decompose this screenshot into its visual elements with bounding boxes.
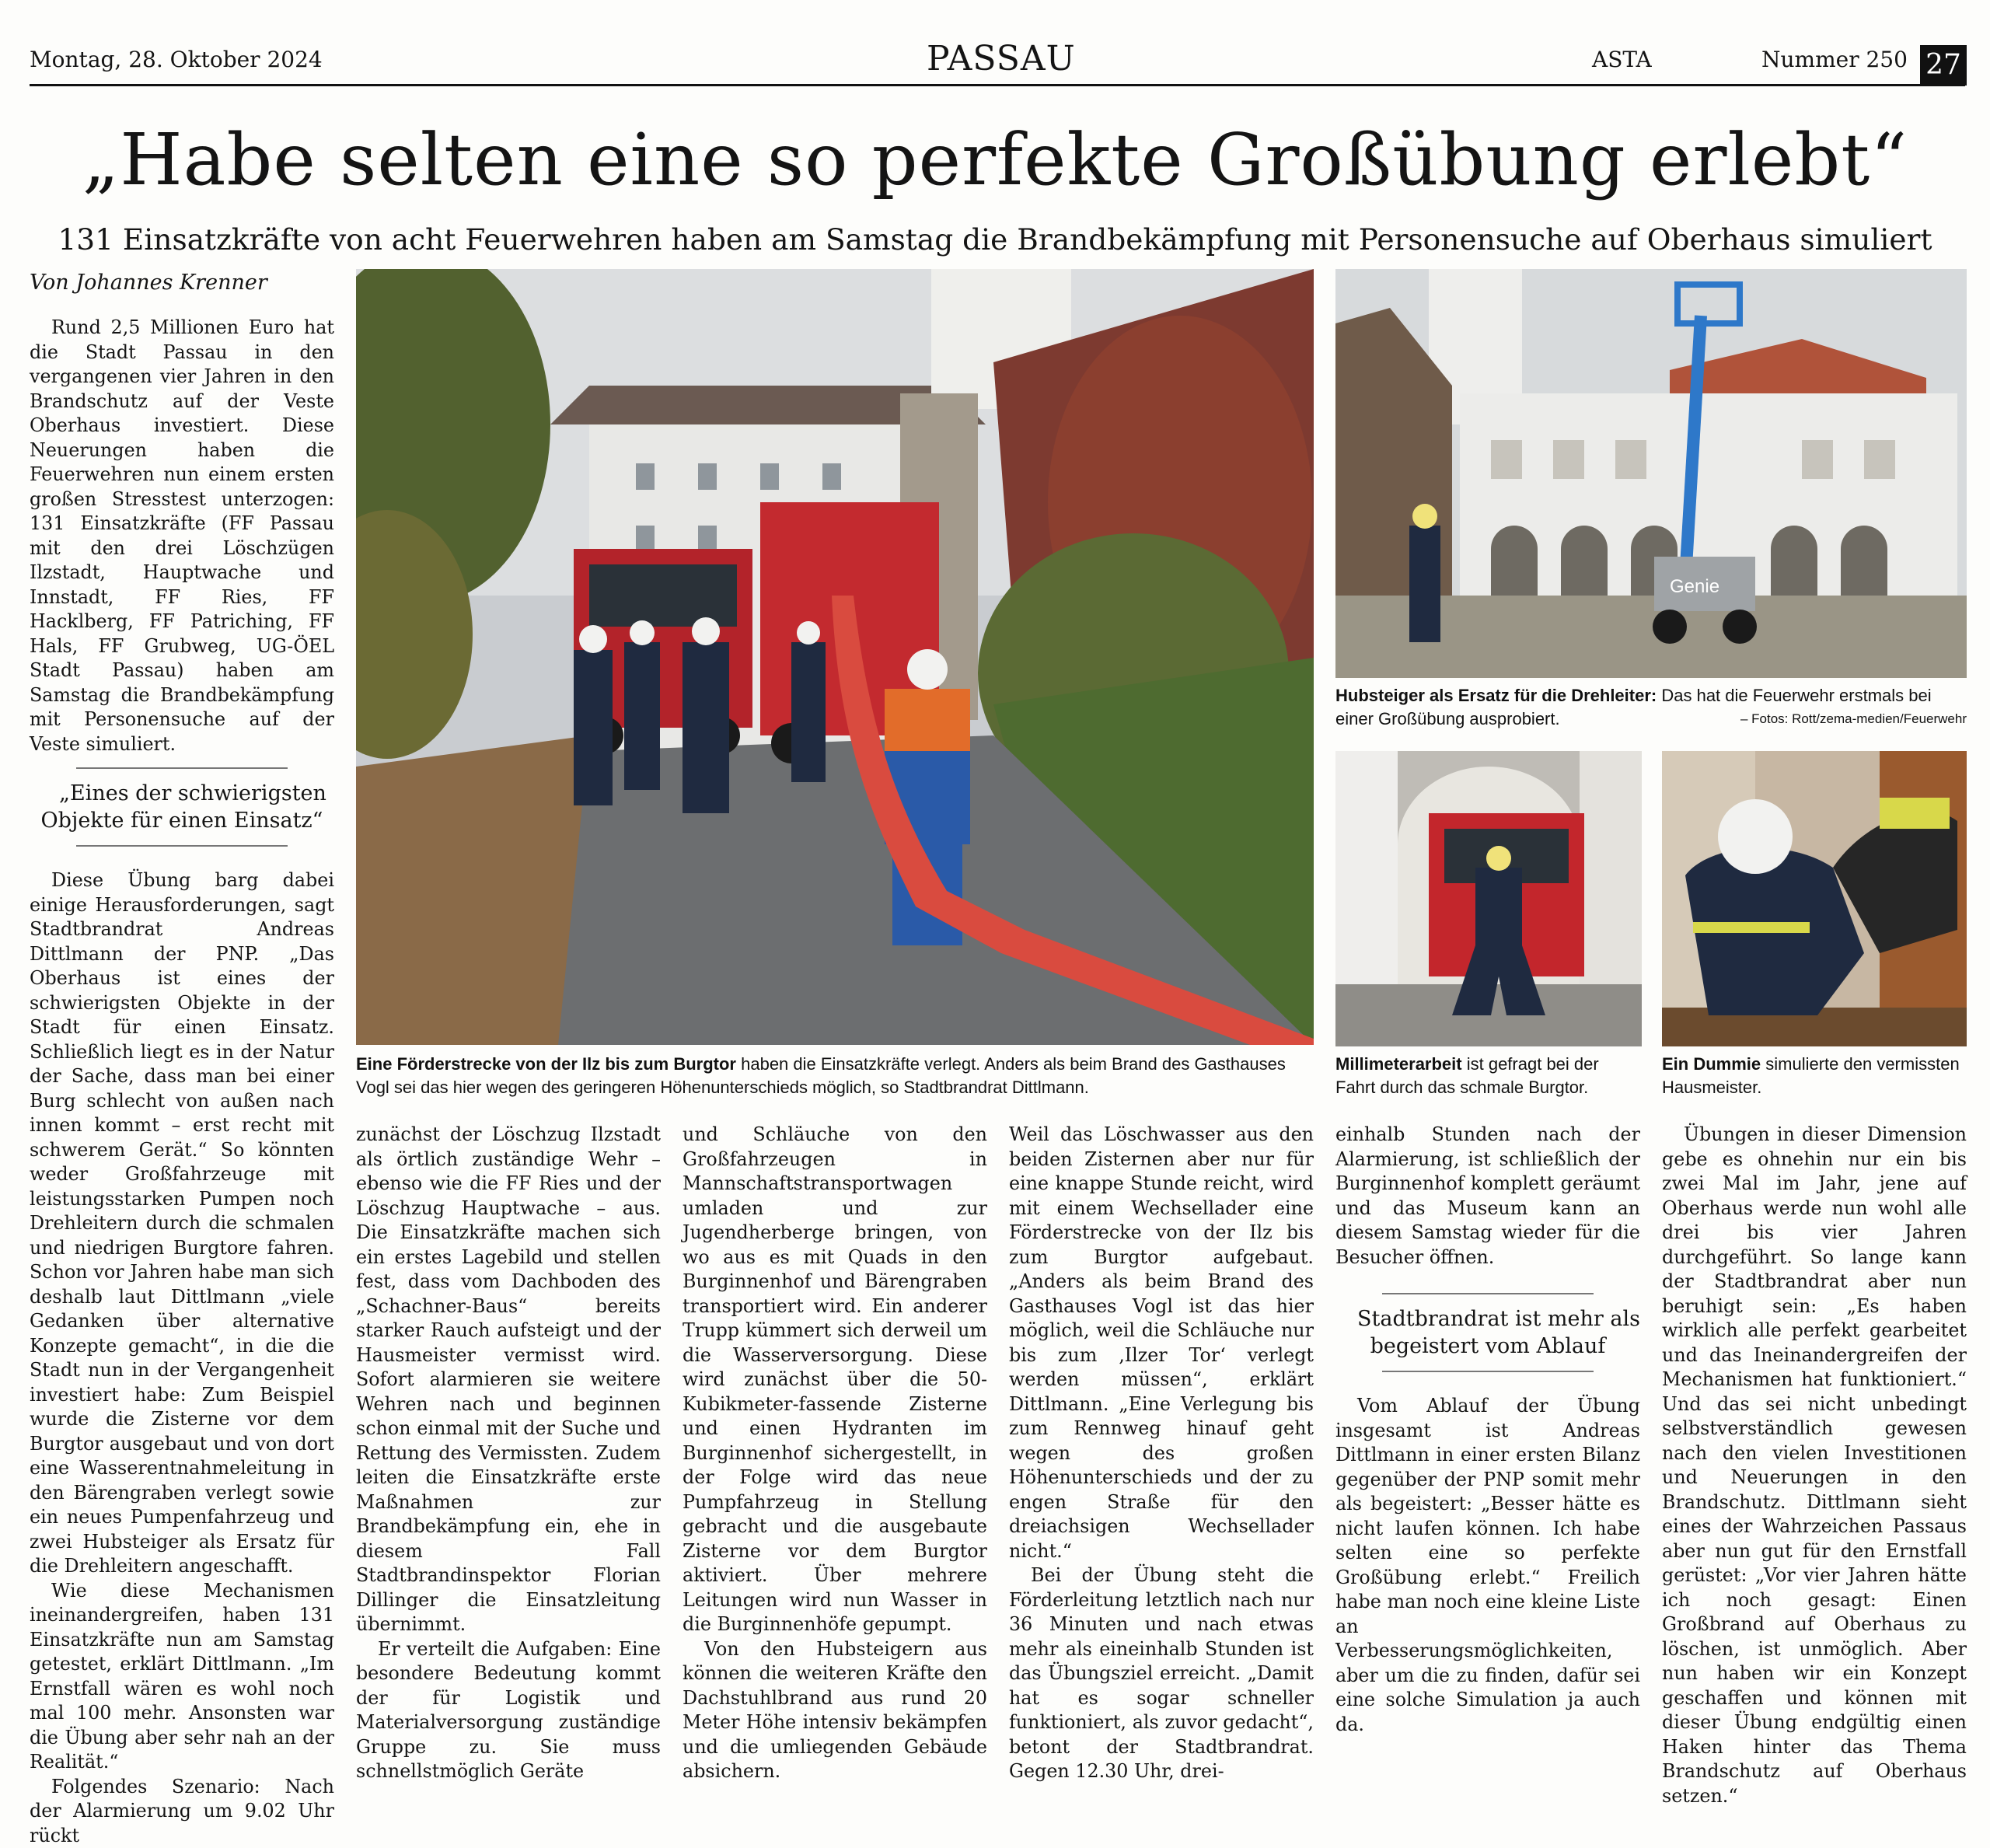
caption-aerial-lift [1335,684,1967,731]
caption-bold: Ein Dummie [1662,1054,1761,1074]
paragraph: Von den Hubsteigern aus können die weiteren Kräfte den Dachstuhlbrand aus rund 20 Meter Höhe intensiv bekämpfen und die umliegenden Gebäude absichern. [683,1637,987,1784]
paragraph: Weil das Löschwasser aus den beiden Zisternen aber nur für eine knappe Stunde reicht, wird mit einem Wechsellader eine Förderstrecke von der Ilz bis zum Burgtor aufgebaut. „Anders als beim Brand des Gasthauses Vogl ist das hier möglich, weil die Schläuche nur bis zum ‚Ilzer Tor‘ verlegt werden müssen“, erklärt Dittlmann. „Eine Verlegung bis zum Rennweg hinauf geht wegen des großen Höhenunterschieds und der zu engen Straße für den dreiachsigen Wechsellader nicht.“ [1009,1123,1314,1563]
paragraph: Wie diese Mechanismen ineinandergreifen, haben 131 Einsatzkräfte nun am Samstag getestet, erklärt Dittlmann. „Im Ernstfall wären es wohl noch mal 100 mehr. Ansonsten war die Übung aber sehr nah an der Realität.“ [30,1579,334,1775]
caption-text: simulierte den vermissten Hausmeister. [1662,1054,1960,1097]
subhead-2: Stadtbrandrat ist mehr als begeistert vom Ablauf [1335,1294,1640,1371]
caption-bold: Eine Förderstrecke von der Ilz bis zum Burgtor [356,1054,736,1074]
caption-text: Das hat die Feuerwehr erstmals bei einer Großübung ausprobiert. [1335,686,1932,728]
column-2 [356,1123,661,1784]
paragraph: und Schläuche von den Großfahrzeugen in Mannschaftstransportwagen umladen und zur Jugendherberge bringen, von wo aus es mit Quads in den Burginnenhof und Bärengraben transportiert wird. Ein anderer Trupp kümmert sich derweil um die Wasserversorgung. Diese wird zunächst über die 50-Kubikmeter-fassende Zisterne und einen Hydranten im Burginnenhof sichergestellt, in der Folge wird das neue Pumpfahrzeug in Stellung gebracht und die ausgebaute Zisterne vor dem Burgtor aktiviert. Über mehrere Leitungen wird nun Wasser in die Burginnenhöfe gepumpt. [683,1123,987,1637]
header-rule [30,84,1965,86]
headline: „Habe selten eine so perfekte Großübung erlebt“ [0,118,1990,201]
paragraph: Vom Ablauf der Übung insgesamt ist Andreas Dittlmann in einer ersten Bilanz gegenüber der PNP somit mehr als begeistert: „Besser hätte es nicht laufen können. Ich habe selten eine so perfekte Großübung erlebt.“ Freilich habe man noch eine kleine Liste an Verbesserungsmöglichkeiten, aber um die zu finden, dafür sei eine solche Simulation ja auch da. [1335,1394,1640,1737]
caption-bold: Hubsteiger als Ersatz für die Drehleiter: [1335,686,1657,705]
paragraph: Folgendes Szenario: Nach der Alarmierung um 9.02 Uhr rückt [30,1775,334,1848]
caption-text: ist gefragt bei der Fahrt durch das schmale Burgtor. [1335,1054,1599,1097]
column-4 [1009,1123,1314,1784]
photo-aerial-lift [1335,269,1967,678]
caption-hose-line [356,1053,1314,1099]
column-1 [30,316,334,1848]
paragraph: Diese Übung barg dabei einige Herausforderungen, sagt Stadtbrandrat Andreas Dittlmann der PNP. „Das Oberhaus ist eines der schwierigsten Objekte in der Stadt für einen Einsatz. Schließlich liegt es in der Natur der Sache, dass man bei einer Burg schlecht von außen nach innen kommt – erst recht mit schwerem Gerät.“ So könnten weder Großfahrzeuge mit leistungsstarken Pumpen noch Drehleitern durch die schmalen und niedrigen Burgtore fahren. Schon vor Jahren habe man sich deshalb laut Dittlmann „viele Gedanken über alternative Konzepte gemacht“, in die die Stadt nun in der Vergangenheit investiert habe: Zum Beispiel wurde die Zisterne vor dem Burgtor ausgebaut und von dort eine Wasserentnahmeleitung in den Bärengraben verlegt sowie ein neues Pumpenfahrzeug und zwei Hubsteiger als Ersatz für die Drehleitern angeschafft. [30,868,334,1579]
caption-dummy-rescue [1662,1053,1967,1099]
paragraph: Bei der Übung steht die Förderleitung letztlich nach nur 36 Minuten und nach etwas mehr als eineinhalb Stunden ist das Übungsziel erreicht. „Damit hat es sogar schneller funktioniert, als zuvor gedacht“, betont der Stadtbrandrat. Gegen 12.30 Uhr, drei- [1009,1563,1314,1784]
caption-narrow-gate [1335,1053,1642,1099]
paragraph: zunächst der Löschzug Ilzstadt als örtlich zuständige Wehr – ebenso wie die FF Ries und der Löschzug Hauptwache – aus. Die Einsatzkräfte machen sich ein erstes Lagebild und stellen fest, dass vom Dachboden des „Schachner-Baus“ bereits starker Rauch aufsteigt und der Hausmeister vermisst wird. Sofort alarmieren sie weitere Wehren nach und beginnen schon einmal mit der Suche und Rettung des Vermissten. Zudem leiten die Einsatzkräfte erste Maßnahmen zur Brandbekämpfung ein, ehe in diesem Fall Stadtbrandinspektor Florian Dillinger die Einsatzleitung übernimmt. [356,1123,661,1637]
paragraph: Er verteilt die Aufgaben: Eine besondere Bedeutung kommt der für Logistik und Materialversorgung zuständige Gruppe zu. Sie muss schnellstmöglich Geräte [356,1637,661,1784]
caption-bold: Millimeterarbeit [1335,1054,1462,1074]
photo-narrow-gate [1335,751,1642,1046]
section-title: PASSAU [927,39,1076,79]
subheadline: 131 Einsatzkräfte von acht Feuerwehren haben am Samstag die Brandbekämpfung mit Personensuche auf Oberhaus simuliert [0,222,1990,257]
issue-date: Montag, 28. Oktober 2024 [30,47,323,72]
edition-label: ASTA [1592,47,1652,72]
page-number: 27 [1920,45,1967,86]
intro-paragraph: Rund 2,5 Millionen Euro hat die Stadt Passau in den vergangenen vier Jahren in den Brandschutz auf der Veste Oberhaus investiert. Diese Neuerungen haben die Feuerwehren nun einem ersten großen Stresstest unterzogen: 131 Einsatzkräfte (FF Passau mit den drei Löschzügen Ilzstadt, Hauptwache und Innstadt, FF Ries, FF Hacklberg, FF Patriching, FF Hals, FF Grubweg, UG-ÖEL Stadt Passau) haben am Samstag die Brandbekämpfung mit Personensuche auf der Veste simuliert. [30,316,334,756]
photo-dummy-rescue [1662,751,1967,1046]
column-3 [683,1123,987,1784]
byline: Von Johannes Krenner [30,271,267,295]
column-6 [1662,1123,1967,1808]
subhead-1: „Eines der schwierigsten Objekte für einen Einsatz“ [30,769,334,845]
photo-credit: – Fotos: Rott/zema-medien/Feuerwehr [1740,707,1967,731]
caption-text: haben die Einsatzkräfte verlegt. Anders als beim Brand des Gasthauses Vogl sei das hier wegen des geringeren Höhenunterschieds möglich, so Stadtbrandrat Dittlmann. [356,1054,1286,1097]
paragraph: einhalb Stunden nach der Alarmierung, ist schließlich der Burginnenhof komplett geräumt und das Museum kann an diesem Samstag wieder für die Besucher öffnen. [1335,1123,1640,1270]
column-5 [1335,1123,1640,1737]
photo-hose-line [356,269,1314,1045]
issue-number: Nummer 250 [1761,47,1908,72]
lift-brand-label: Genie [1670,576,1719,597]
paragraph: Übungen in dieser Dimension gebe es ohnehin nur ein bis zwei Mal im Jahr, jene auf Oberhaus werde nun wohl alle drei bis vier Jahren durchgeführt. So lange kann der Stadtbrandrat aber nun beruhigt sein: „Es haben wirklich alle perfekt gearbeitet und das Ineinandergreifen der Mechanismen hat funktioniert.“ Und das sei nicht unbedingt selbstverständlich gewesen nach den vielen Investitionen und Neuerungen in den Brandschutz. Dittlmann sieht eines der Wahrzeichen Passaus aber nun gut für den Ernstfall gerüstet: „Vor vier Jahren hätte ich noch gesagt: Einen Großbrand auf Oberhaus zu löschen, ist unmöglich. Aber nun haben wir ein Konzept geschaffen und können mit dieser Übung endgültig einen Haken hinter das Thema Brandschutz auf Oberhaus setzen.“ [1662,1123,1967,1808]
